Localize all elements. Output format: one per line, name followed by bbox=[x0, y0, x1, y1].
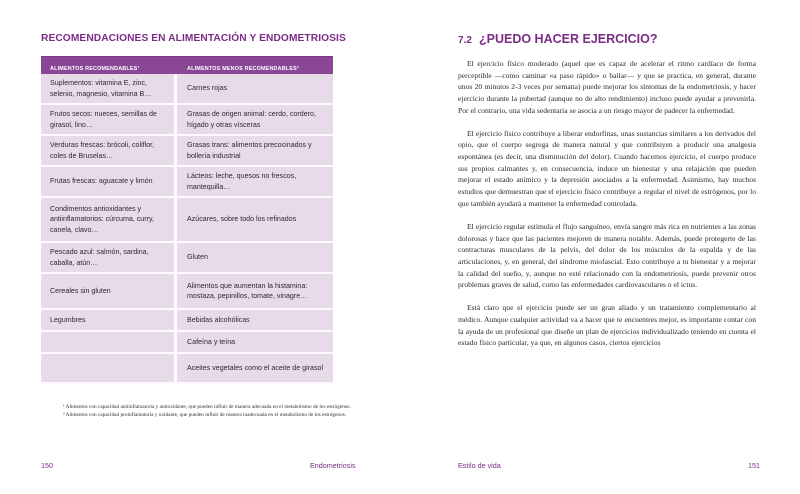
cell-less-recommended bbox=[177, 354, 333, 382]
cell-less-recommended bbox=[177, 243, 333, 272]
cell-text: Cafeína y teína bbox=[187, 337, 236, 346]
cell-text: Lácteos: leche, quesos no frescos, mantequilla… bbox=[187, 172, 297, 191]
cell-text: Cereales sin gluten bbox=[50, 286, 111, 295]
cell-text: Aceites vegetales como el aceite de girasol bbox=[187, 363, 324, 372]
body-text bbox=[458, 58, 756, 360]
cell-recommended bbox=[41, 243, 177, 272]
header-less-recommended: ALIMENTOS MENOS RECOMENDABLES² bbox=[187, 65, 299, 72]
table-row bbox=[41, 198, 333, 243]
table-row bbox=[41, 167, 333, 198]
cell-less-recommended bbox=[177, 198, 333, 241]
cell-text: Legumbres bbox=[50, 315, 86, 324]
table-row bbox=[41, 354, 333, 384]
cell-less-recommended bbox=[177, 167, 333, 196]
recommendations-table bbox=[41, 56, 333, 384]
cell-text: Grasas de origen animal: cerdo, cordero, hígado y otras vísceras bbox=[187, 110, 316, 129]
cell-recommended bbox=[41, 105, 177, 134]
footnotes bbox=[63, 403, 353, 419]
cell-text: Bebidas alcohólicas bbox=[187, 315, 250, 324]
table-row bbox=[41, 74, 333, 105]
cell-text: Grasas trans: alimentos precocinados y bollería industrial bbox=[187, 141, 312, 160]
cell-less-recommended bbox=[177, 74, 333, 103]
cell-text: Condimentos antioxidantes y antiinflamatorios: cúrcuma, curry, canela, clavo… bbox=[50, 204, 154, 234]
cell-recommended bbox=[41, 74, 177, 103]
cell-recommended bbox=[41, 136, 177, 165]
footnote-1: ¹ Alimentos con capacidad antiinflamatoria y antioxidante, que pueden influir de manera adecuada en el metabolismo de los estrógenos. bbox=[63, 404, 351, 410]
cell-less-recommended bbox=[177, 136, 333, 165]
header-recommended: ALIMENTOS RECOMENDABLES¹ bbox=[50, 65, 140, 72]
cell-text: Frutas frescas: aguacate y limón bbox=[50, 177, 153, 186]
running-head-left: Endometriosis bbox=[310, 461, 356, 470]
cell-recommended bbox=[41, 198, 177, 241]
cell-less-recommended bbox=[177, 332, 333, 352]
right-page bbox=[400, 0, 800, 494]
cell-recommended bbox=[41, 167, 177, 196]
cell-text: Verduras frescas: brócoli, coliflor, coles de Bruselas… bbox=[50, 141, 155, 160]
paragraph: El ejercicio regular estimula el flujo sanguíneo, envía sangre más rica en nutrientes a las zonas dolorosas y hace que las pacientes mejoren de manera notable. Además, puede protegerte de las contracturas musculares de la pelvis, del dolor de los músculos de la espalda y de las articulaciones, y, en general, del síndrome miofascial. Esto contribuye a tu bienestar y a mejorar la calidad del sueño, y, aunque no esté relacionado con la endometriosis, puede prevenir otros problemas graves de salud, como las enfermedades cardiovasculares o el ictus. bbox=[458, 221, 756, 290]
cell-less-recommended bbox=[177, 310, 333, 330]
section-number: 7.2 bbox=[458, 35, 472, 46]
cell-text: Alimentos que aumentan la histamina: mostaza, pepinillos, tomate, vinagre… bbox=[187, 281, 308, 300]
footnote-2: ² Alimentos con capacidad proinflamatoria y oxidante, que pueden influir de manera inadecuada en el metabolismo de los estrógenos. bbox=[63, 412, 347, 419]
page-number-right: 151 bbox=[748, 461, 760, 470]
cell-text: Carnes rojas bbox=[187, 84, 228, 93]
table-row bbox=[41, 274, 333, 310]
table-header bbox=[41, 56, 333, 74]
table-row bbox=[41, 243, 333, 274]
cell-text: Azúcares, sobre todo los refinados bbox=[187, 215, 297, 224]
cell-recommended bbox=[41, 310, 177, 330]
cell-text: Pescado azul: salmón, sardina, caballa, atún… bbox=[50, 248, 149, 267]
section-title: ¿PUEDO HACER EJERCICIO? bbox=[479, 32, 658, 46]
cell-less-recommended bbox=[177, 105, 333, 134]
cell-text: Frutos secos: nueces, semillas de girasol, lino… bbox=[50, 110, 157, 129]
cell-recommended bbox=[41, 274, 177, 308]
running-head-right: Estilo de vida bbox=[458, 461, 501, 470]
table-row bbox=[41, 105, 333, 136]
table-title: RECOMENDACIONES EN ALIMENTACIÓN Y ENDOMETRIOSIS bbox=[41, 33, 346, 44]
table-row bbox=[41, 310, 333, 332]
cell-recommended bbox=[41, 354, 177, 382]
cell-less-recommended bbox=[177, 274, 333, 308]
table-body bbox=[41, 74, 333, 384]
paragraph: El ejercicio físico moderado (aquel que es capaz de acelerar el ritmo cardíaco de forma perceptible —como caminar «a paso rápido» o bailar— y que se practica, en general, durante unos 20 minutos 2-3 veces por semana) puede mejorar los síntomas de la endometriosis, y hacer ejercicio durante la pubertad (aunque no de alto rendimiento) incluso puede ayudar a prevenirla. Por el contrario, una vida sedentaria se asocia a un riesgo mayor de padecer la enfermedad. bbox=[458, 59, 756, 115]
table-row bbox=[41, 332, 333, 354]
paragraph: El ejercicio físico contribuye a liberar endorfinas, unas sustancias similares a los derivados del opio, que el cuerpo segrega de manera natural y que contribuyen a producir una analgesia espontánea (es decir, una disminución del dolor). Cuando hacemos ejercicio, el cuerpo produce sus propios calmantes y, en consecuencia, induce un bienestar y una relajación que pueden mejorar el estado anímico y la depresión asociados a la enfermedad. Asimismo, hay muchos estudios que demuestran que el ejercicio físico contribuye a regular el nivel de estrógenos, por lo que también ayudará a mantener la enfermedad controlada. bbox=[458, 128, 756, 208]
page-number-left: 150 bbox=[41, 461, 53, 470]
table-row bbox=[41, 136, 333, 167]
cell-text: Gluten bbox=[187, 253, 208, 262]
paragraph: Está claro que el ejercicio puede ser un gran aliado y un tratamiento complementario al médico. Aunque cualquier actividad va a hacer que te encuentres mejor, es importante contar con la ayuda de un profesional que diseñe un plan de ejercicios individualizado teniendo en cuenta el estado físico particular, ya que, en algunos casos, ciertos ejercicios bbox=[458, 303, 756, 348]
cell-text: Suplementos: vitamina E, zinc, selenio, magnesio, vitamina B… bbox=[50, 79, 152, 98]
cell-recommended bbox=[41, 332, 177, 352]
